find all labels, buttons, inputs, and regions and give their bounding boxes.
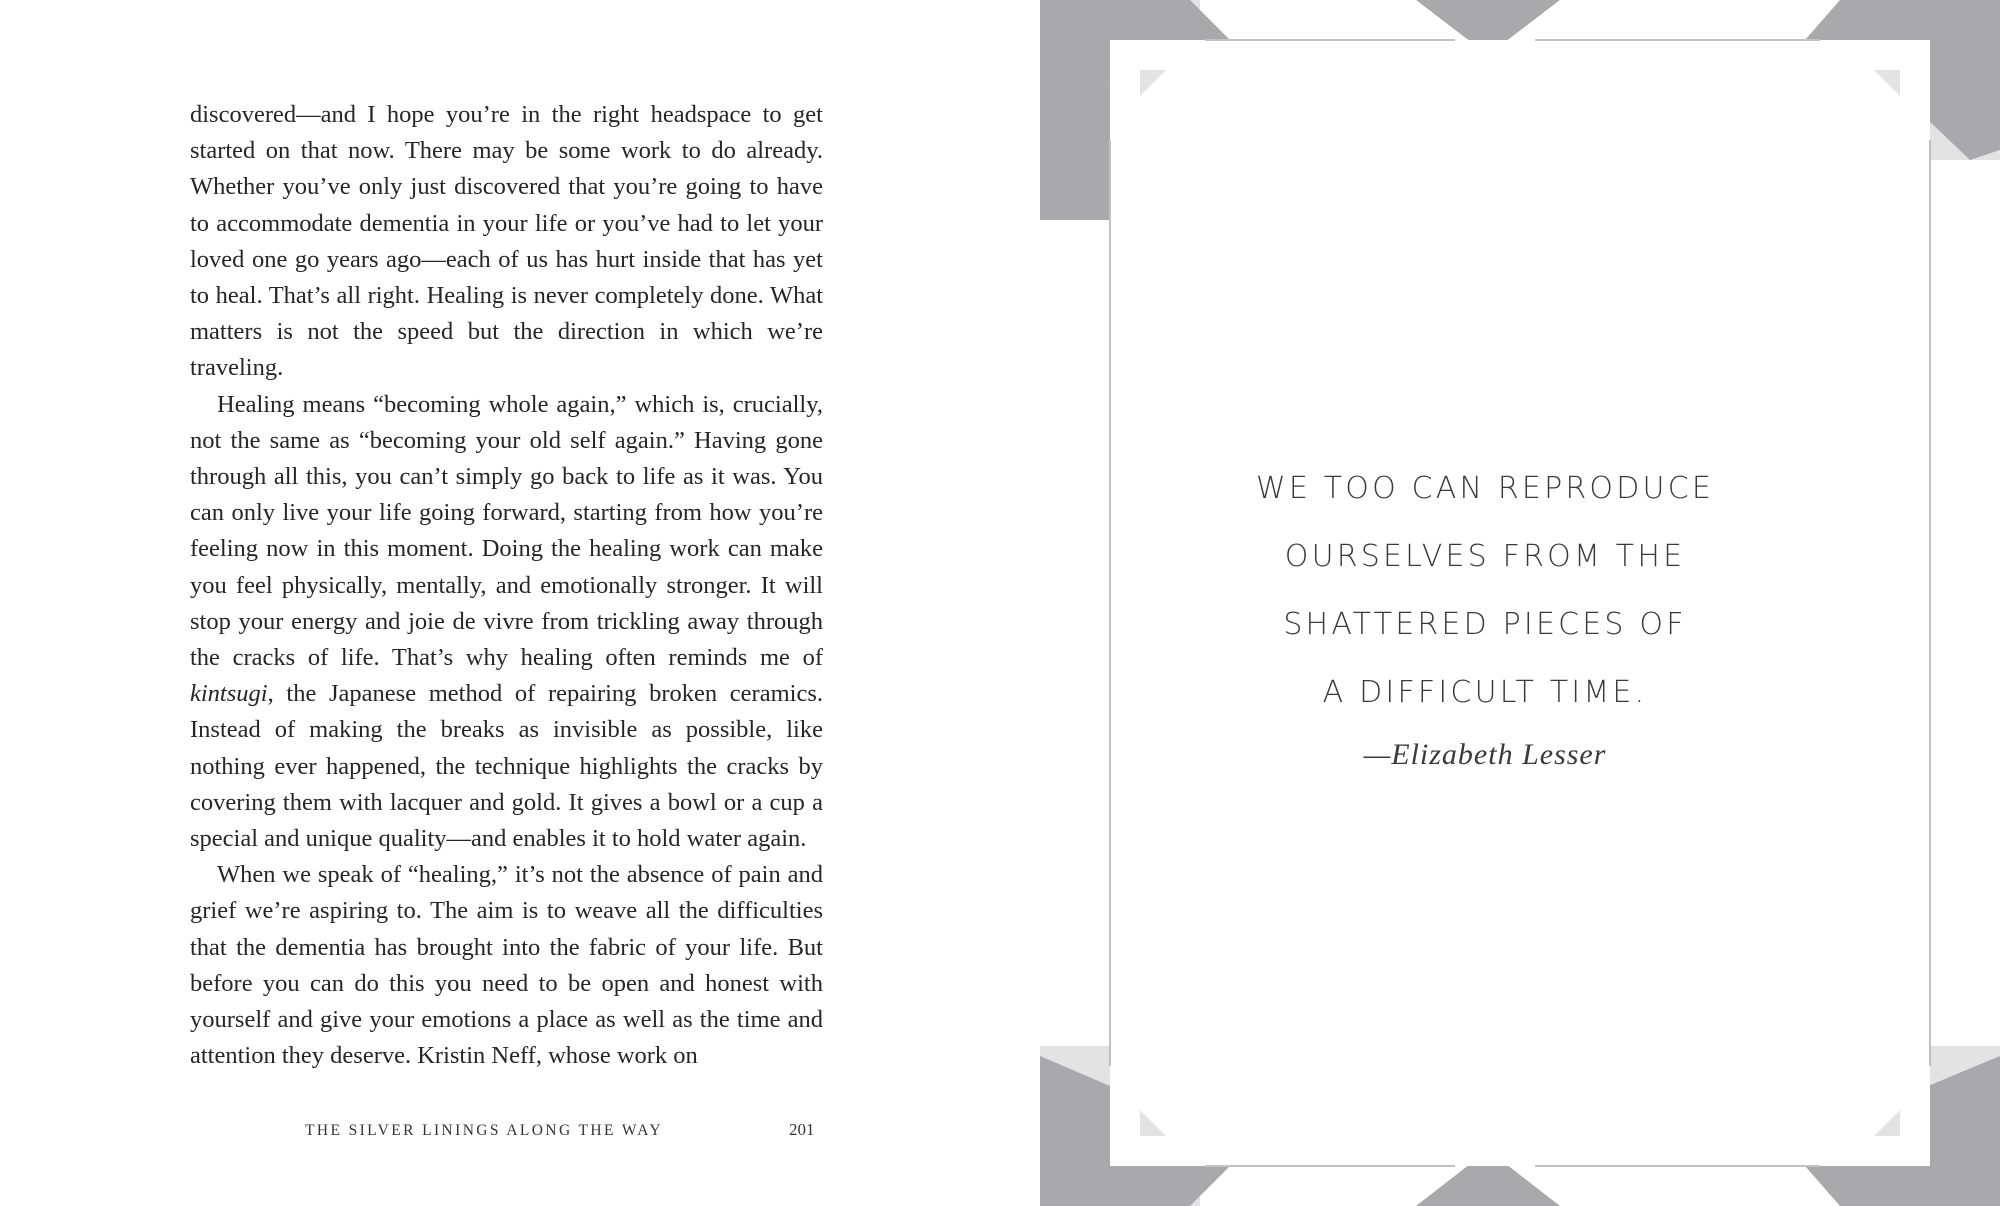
paragraph-text: , the Japanese method of repairing broken ceramics. Instead of making the breaks as invisible as possible, like nothing ever happened, the technique highlights the cracks by covering them with lacquer and gold. It gives a bowl or a cup a special and unique quality—and enables it to hold water again. [190,680,823,853]
italic-term: kintsugi [190,680,268,708]
page-number: 201 [789,1120,815,1139]
quote-line: SHATTERED PIECES OF [1283,607,1687,642]
quote-line: OURSELVES FROM THE [1284,539,1686,574]
quote-line: A DIFFICULT TIME. [1322,675,1648,710]
paragraph-text: When we speak of “healing,” it’s not the absence of pain and grief we’re aspiring to. The aim is to weave all the difficulties that the dementia has brought into the fabric of your life. But before you can do this you need to be open and honest with yourself and give your emotions a place as well as the time and attention they deserve. Kristin Neff, whose work on [190,861,823,1070]
body-paragraph [190,97,823,387]
epigraph-quote [1235,455,1735,727]
running-head: THE SILVER LININGS ALONG THE WAY [305,1122,663,1139]
paragraph-text: Healing means “becoming whole again,” which is, crucially, not the same as “becoming your old self again.” Having gone through all this, you can’t simply go back to life as it was. You can only live your life going forward, starting from how you’re feeling now in this moment. Doing the healing work can make you feel physically, mentally, and emotionally stronger. It will stop your energy and joie de vivre from trickling away through the cracks of life. That’s why healing often reminds me of [190,390,823,672]
paragraph-text: discovered—and I hope you’re in the right headspace to get started on that now. There may be some work to do already. Whether you’ve only just discovered that you’re going to have to accommodate dementia in your life or you’ve had to let your loved one go years ago—each of us has hurt inside that has yet to heal. That’s all right. Healing is never completely done. What matters is not the speed but the direction in which we’re traveling. [190,101,823,382]
body-paragraph [190,857,823,1074]
quote-attribution: —Elizabeth Lesser [1363,738,1607,771]
quote-line: WE TOO CAN REPRODUCE [1256,471,1714,506]
body-paragraph [190,387,823,858]
body-text [190,97,823,1074]
right-page [1040,0,2000,1206]
